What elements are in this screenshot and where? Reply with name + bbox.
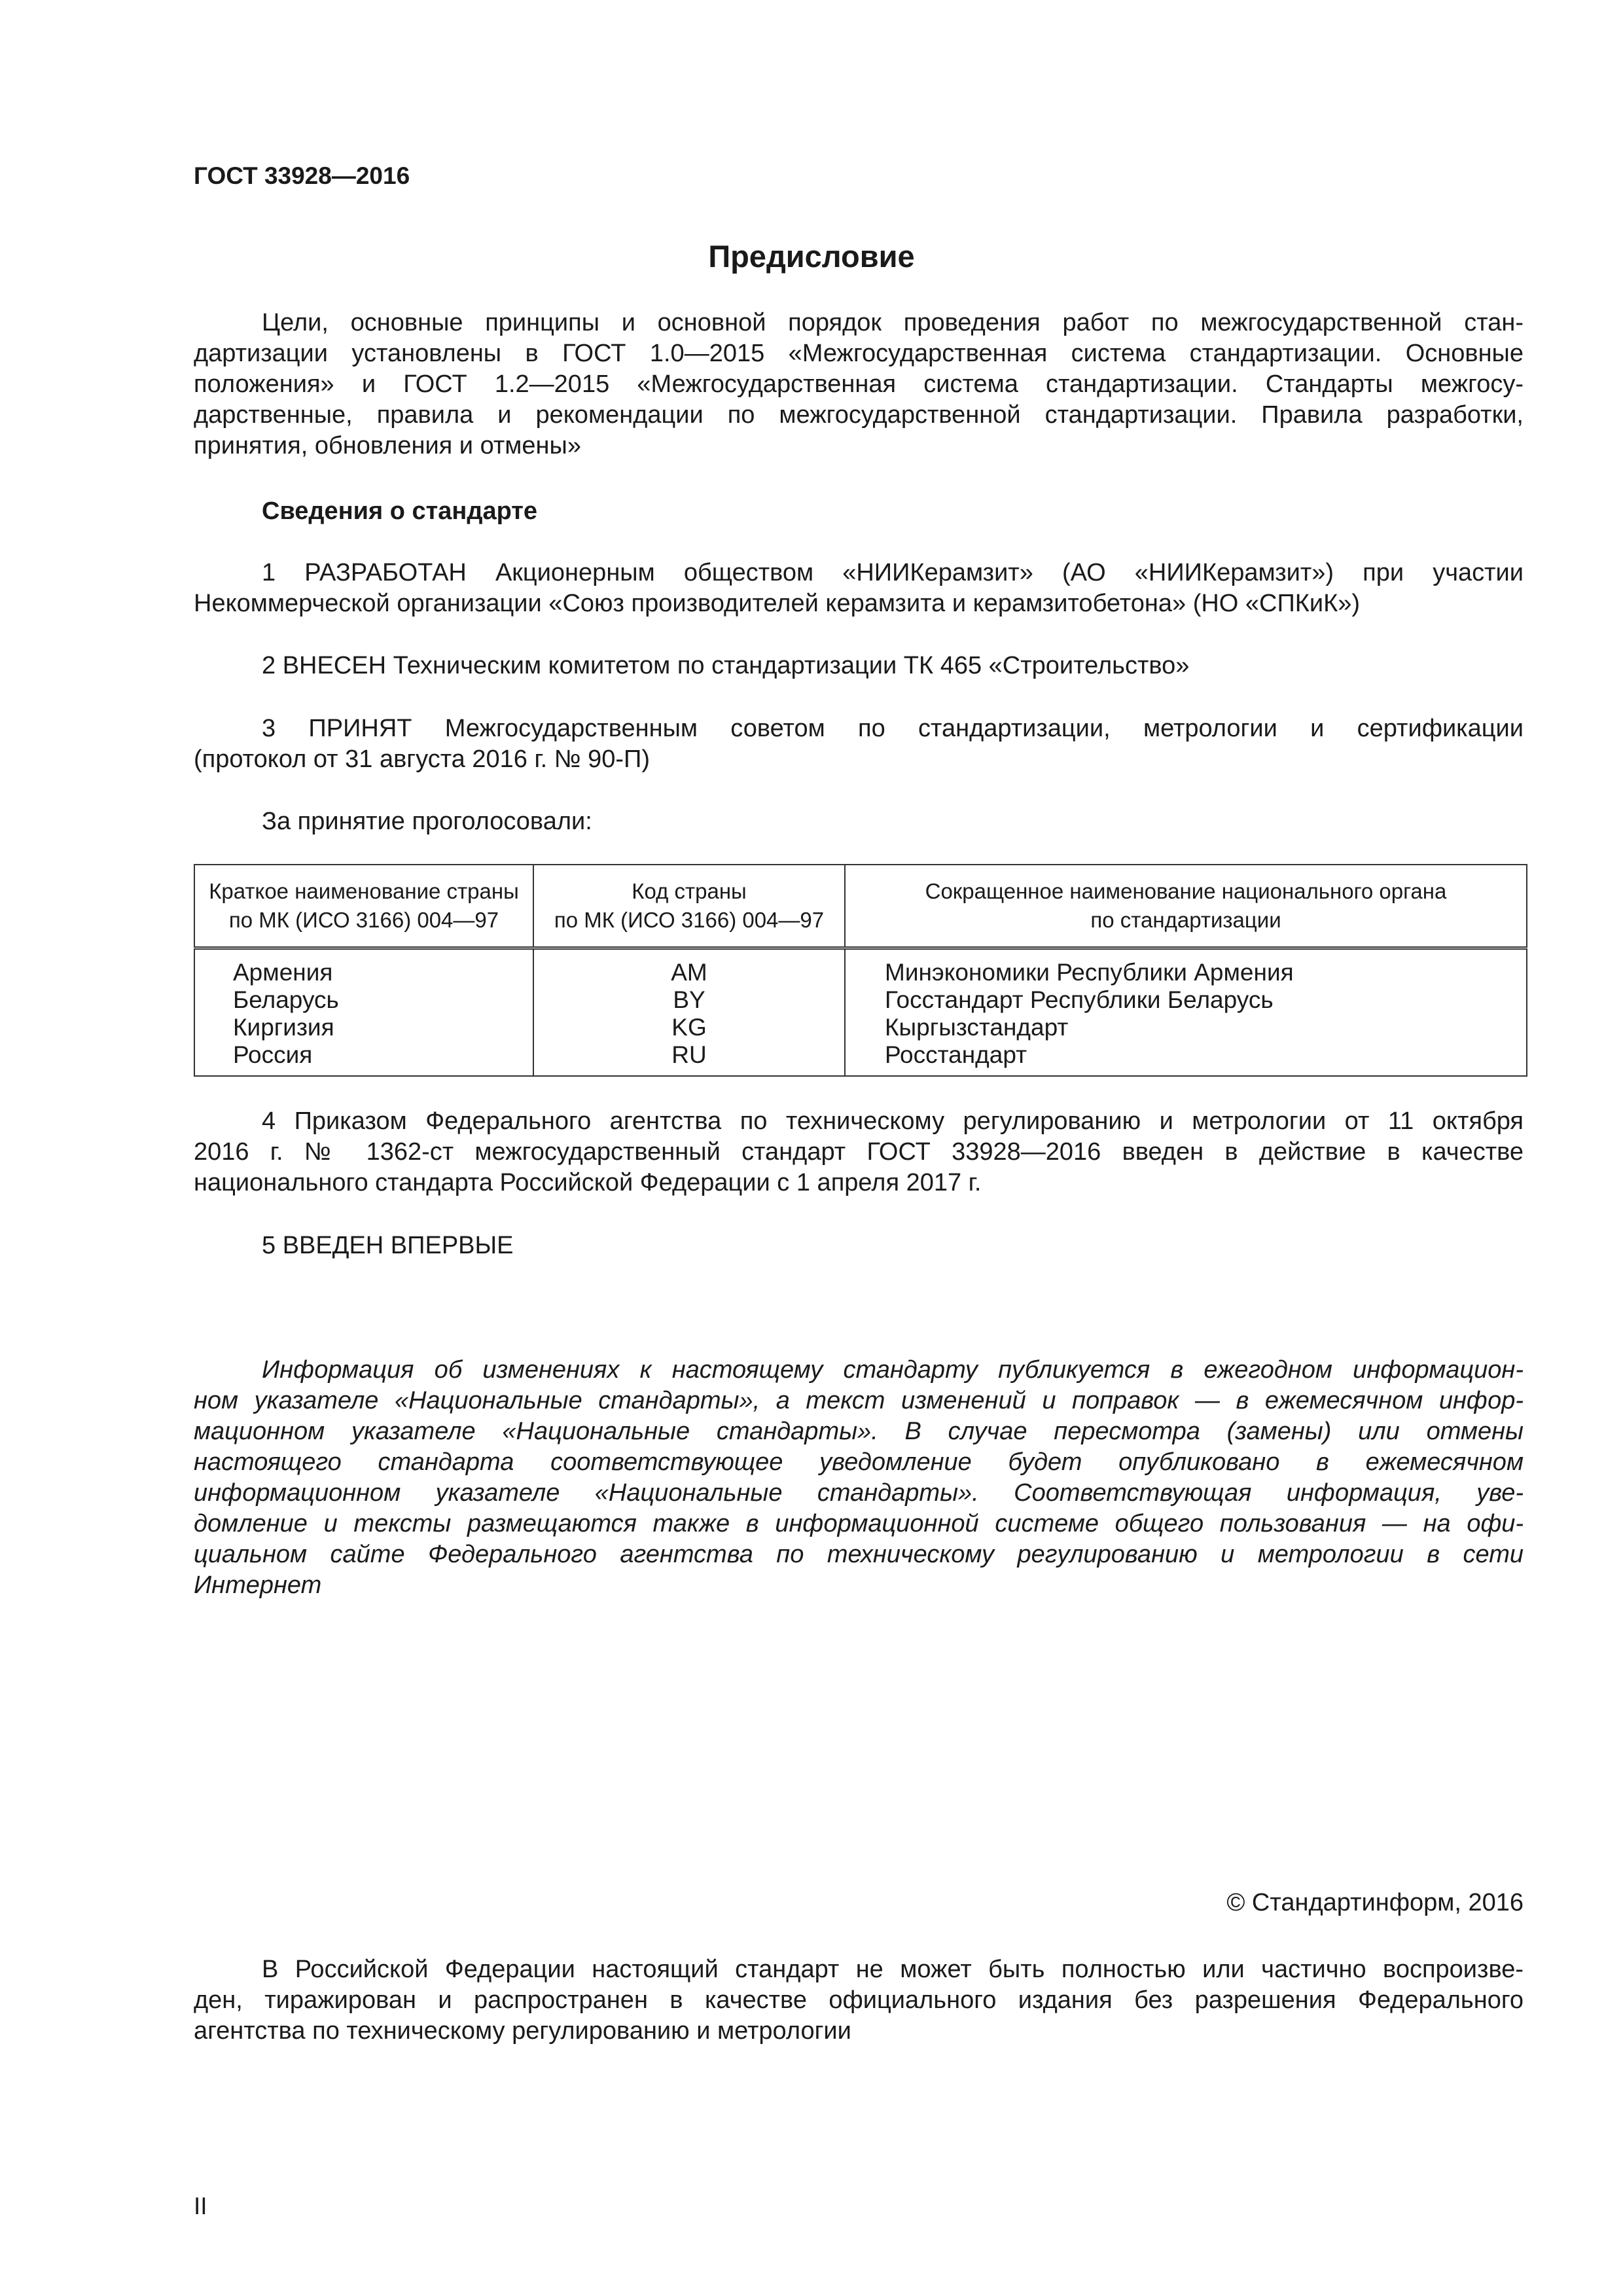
text-line: мационном указателе «Национальные стандарты». В случае пересмотра (замены) или отмены [194,1418,1524,1445]
item-enacted [194,1106,1524,1198]
reproduction-rights-notice [194,1954,1524,2047]
column-header-country [194,865,533,948]
body-cell: Госстандарт Республики Беларусь [845,986,1527,1014]
section-subheading: Сведения о стандарте [262,497,538,525]
voting-countries-table [194,864,1527,1077]
text-line: дартизации установлены в ГОСТ 1.0—2015 «Межгосударственная система стандартизации. Основные [194,340,1524,367]
column-header-code [533,865,845,948]
page-number: II [194,2193,207,2219]
text-line: ден, тиражирован и распространен в качестве официального издания без разрешения Федерального [194,1986,1524,2014]
column-header-body [845,865,1527,948]
code-cell: KG [533,1014,845,1041]
body-cell: Росстандарт [845,1041,1527,1076]
header-line: по МК (ИСО 3166) 004—97 [228,908,499,932]
country-cell: Киргизия [194,1014,533,1041]
country-cell: Армения [194,948,533,987]
text-line: дарственные, правила и рекомендации по межгосударственной стандартизации. Правила разработки, [194,401,1524,429]
item-introduced: 2 ВНЕСЕН Техническим комитетом по стандартизации ТК 465 «Строительство» [262,652,1190,679]
item-developed [194,558,1524,619]
changes-info-notice [194,1355,1524,1601]
header-line: по стандартизации [1090,908,1281,932]
text-line: 3 ПРИНЯТ Межгосударственным советом по стандартизации, метрологии и сертификации [262,715,1524,742]
document-code-header: ГОСТ 33928—2016 [194,162,410,189]
table-header-row [194,865,1527,948]
vote-intro: За принятие проголосовали: [262,808,592,835]
text-line: настоящего стандарта соответствующее уведомление будет опубликовано в ежемесячном [194,1448,1524,1476]
foreword-intro-paragraph [194,308,1524,461]
text-line: Цели, основные принципы и основной порядок проведения работ по межгосударственной стан- [262,309,1524,336]
header-line: Код страны [632,879,747,903]
country-cell: Беларусь [194,986,533,1014]
text-line: национального стандарта Российской Федерации с 1 апреля 2017 г. [194,1169,982,1196]
text-line: Интернет [194,1571,322,1599]
body-cell: Минэкономики Республики Армения [845,948,1527,987]
item-adopted [194,713,1524,775]
table-row [194,948,1527,987]
text-line: циальном сайте Федерального агентства по техническому регулированию и метрологии в сети [194,1541,1524,1568]
country-cell: Россия [194,1041,533,1076]
header-line: Краткое наименование страны [209,879,519,903]
code-cell: BY [533,986,845,1014]
text-line: Информация об изменениях к настоящему стандарту публикуется в ежегодном информацион- [262,1356,1524,1384]
text-line: 4 Приказом Федерального агентства по техническому регулированию и метрологии от 11 октября [262,1107,1524,1135]
code-cell: RU [533,1041,845,1076]
item-first-introduced: 5 ВВЕДЕН ВПЕРВЫЕ [262,1232,514,1259]
text-line: информационном указателе «Национальные стандарты». Соответствующая информация, уве- [194,1479,1524,1507]
text-line: В Российской Федерации настоящий стандарт не может быть полностью или частично воспроизве- [262,1956,1524,1983]
text-line: домление и тексты размещаются также в информационной системе общего пользования — на офи- [194,1510,1524,1537]
text-line: 2016 г. № 1362-ст межгосударственный стандарт ГОСТ 33928—2016 введен в действие в качестве [194,1138,1524,1166]
table-row [194,1041,1527,1076]
text-line: агентства по техническому регулированию и метрологии [194,2017,851,2045]
code-cell: AM [533,948,845,987]
text-line: положения» и ГОСТ 1.2—2015 «Межгосударственная система стандартизации. Стандарты межгосу- [194,370,1524,398]
table-row [194,986,1527,1014]
page-title: Предисловие [708,239,915,274]
header-line: по МК (ИСО 3166) 004—97 [554,908,825,932]
text-line: принятия, обновления и отмены» [194,432,581,459]
text-line: Некоммерческой организации «Союз производителей керамзита и керамзитобетона» (НО «СПКиК») [194,590,1361,617]
header-line: Сокращенное наименование национального органа [925,879,1447,903]
table-row [194,1014,1527,1041]
copyright-line: © Стандартинформ, 2016 [1226,1889,1524,1916]
text-line: ном указателе «Национальные стандарты», а текст изменений и поправок — в ежемесячном инфор- [194,1387,1524,1414]
body-cell: Кыргызстандарт [845,1014,1527,1041]
text-line: (протокол от 31 августа 2016 г. № 90-П) [194,745,651,773]
text-line: 1 РАЗРАБОТАН Акционерным обществом «НИИКерамзит» (АО «НИИКерамзит») при участии [262,559,1524,586]
